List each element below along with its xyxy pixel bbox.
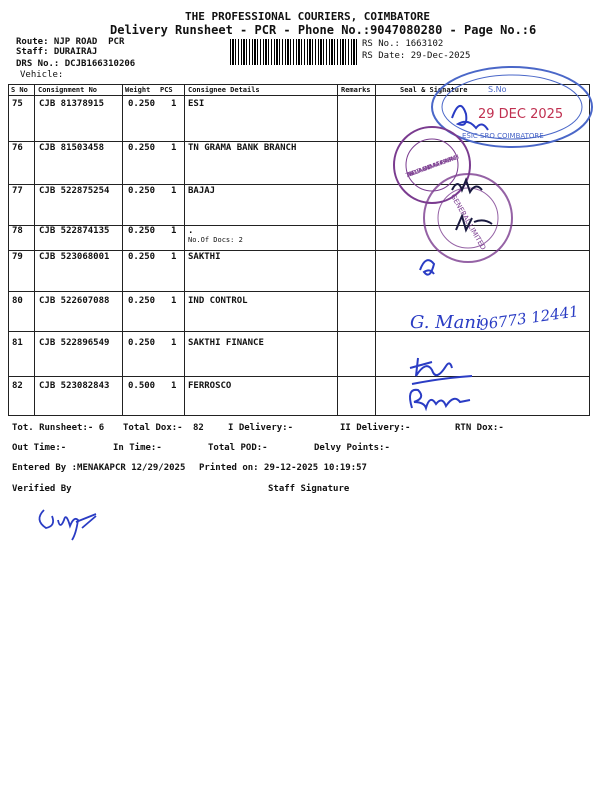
- row-sno: 82: [12, 381, 23, 391]
- stamp-general-text: GENERAL LIMITED: [448, 192, 488, 252]
- entered-by: Entered By :MENAKAPCR 12/29/2025: [12, 463, 186, 473]
- col-header-consignment: Consignment No: [38, 86, 98, 94]
- row-weight: 0.250: [128, 338, 156, 348]
- row-weight: 0.250: [128, 186, 156, 196]
- vehicle-label: Vehicle:: [20, 70, 64, 80]
- row-pcs: 1: [171, 381, 177, 391]
- staff-signature: Staff Signature: [268, 484, 350, 494]
- row-pcs: 1: [171, 143, 177, 153]
- staff-label: Staff: DURAIRAJ: [16, 47, 98, 57]
- company-title: THE PROFESSIONAL COURIERS, COIMBATORE: [185, 10, 431, 23]
- row-sno: 81: [12, 338, 23, 348]
- total-pod: Total POD:-: [208, 443, 268, 453]
- col-header-pcs: PCS: [160, 86, 173, 94]
- handwritten-phone: 96773 12441: [478, 302, 580, 334]
- row-weight: 0.250: [128, 143, 156, 153]
- signature-row-82: [410, 390, 470, 408]
- tot-runsheet: Tot. Runsheet:- 6: [12, 423, 105, 433]
- row-sno: 80: [12, 296, 23, 306]
- runsheet-subtitle: Delivery Runsheet - PCR - Phone No.:9047080280 - Page No.:6: [110, 23, 537, 37]
- stamp-bank-text: TAMIL NADU GRAMA BANK RAMANATHAPURAM BRANCH: [405, 153, 461, 180]
- row-pcs: 1: [171, 186, 177, 196]
- printed-on: Printed on: 29-12-2025 10:19:57: [199, 463, 367, 473]
- row-consignment: CJB 523082843: [39, 381, 110, 391]
- row-sno: 76: [12, 143, 23, 153]
- row-sno: 77: [12, 186, 23, 196]
- ii-delivery: II Delivery:-: [340, 423, 411, 433]
- row-sno: 75: [12, 99, 23, 109]
- row-consignee: BAJAJ: [188, 186, 216, 196]
- stamp-sno-text: S.No: [488, 85, 507, 94]
- row-consignment: CJB 522607088: [39, 296, 110, 306]
- rs-date: RS Date: 29-Dec-2025: [362, 51, 471, 61]
- row-consignment: CJB 522896549: [39, 338, 110, 348]
- rs-number: RS No.: 1663102: [362, 39, 444, 49]
- row-consignee: IND CONTROL: [188, 296, 248, 306]
- signature-row-79: [420, 260, 434, 275]
- row-consignee: .: [188, 226, 194, 236]
- row-pcs: 1: [171, 296, 177, 306]
- row-consignment: CJB 522874135: [39, 226, 110, 236]
- col-header-remarks: Remarks: [341, 86, 371, 94]
- row-sno: 78: [12, 226, 23, 236]
- col-header-sno: S No: [11, 86, 28, 94]
- drs-number: DRS No.: DCJB166310206: [16, 59, 136, 69]
- row-consignment: CJB 81378915: [39, 99, 105, 109]
- row-note: No.Of Docs: 2: [188, 236, 243, 244]
- verified-signature: [39, 510, 96, 540]
- verified-by: Verified By: [12, 484, 72, 494]
- row-pcs: 1: [171, 338, 177, 348]
- row-consignment: CJB 81503458: [39, 143, 105, 153]
- handwritten-name: G. Mani: [410, 312, 482, 333]
- route-label: Route: NJP ROAD PCR: [16, 37, 125, 47]
- row-consignee: SAKTHI FINANCE: [188, 338, 264, 348]
- total-dox-label: Total Dox:-: [123, 423, 183, 433]
- stamp-date-text: 29 DEC 2025: [478, 107, 564, 122]
- row-pcs: 1: [171, 226, 177, 236]
- in-time: In Time:-: [113, 443, 162, 453]
- total-dox-value: 82: [193, 423, 204, 433]
- stamp-esi-text: ESIC SRO COIMBATORE: [462, 132, 544, 140]
- i-delivery: I Delivery:-: [228, 423, 294, 433]
- col-header-signature: Seal & Signature: [400, 86, 468, 94]
- row-consignee: FERROSCO: [188, 381, 232, 391]
- row-consignment: CJB 523068001: [39, 252, 110, 262]
- col-header-weight: Weight: [125, 86, 151, 94]
- row-weight: 0.250: [128, 296, 156, 306]
- delvy-points: Delvy Points:-: [314, 443, 390, 453]
- row-pcs: 1: [171, 252, 177, 262]
- row-pcs: 1: [171, 99, 177, 109]
- row-weight: 0.250: [128, 226, 156, 236]
- row-weight: 0.250: [128, 99, 156, 109]
- row-consignee: SAKTHI: [188, 252, 221, 262]
- rtn-dox: RTN Dox:-: [455, 423, 504, 433]
- out-time: Out Time:-: [12, 443, 67, 453]
- row-sno: 79: [12, 252, 23, 262]
- row-weight: 0.250: [128, 252, 156, 262]
- col-header-consignee: Consignee Details: [188, 86, 260, 94]
- signature-row-81: [410, 358, 472, 384]
- row-weight: 0.500: [128, 381, 156, 391]
- row-consignment: CJB 522875254: [39, 186, 110, 196]
- row-consignee: TN GRAMA BANK BRANCH: [188, 143, 297, 153]
- row-consignee: ESI: [188, 99, 205, 109]
